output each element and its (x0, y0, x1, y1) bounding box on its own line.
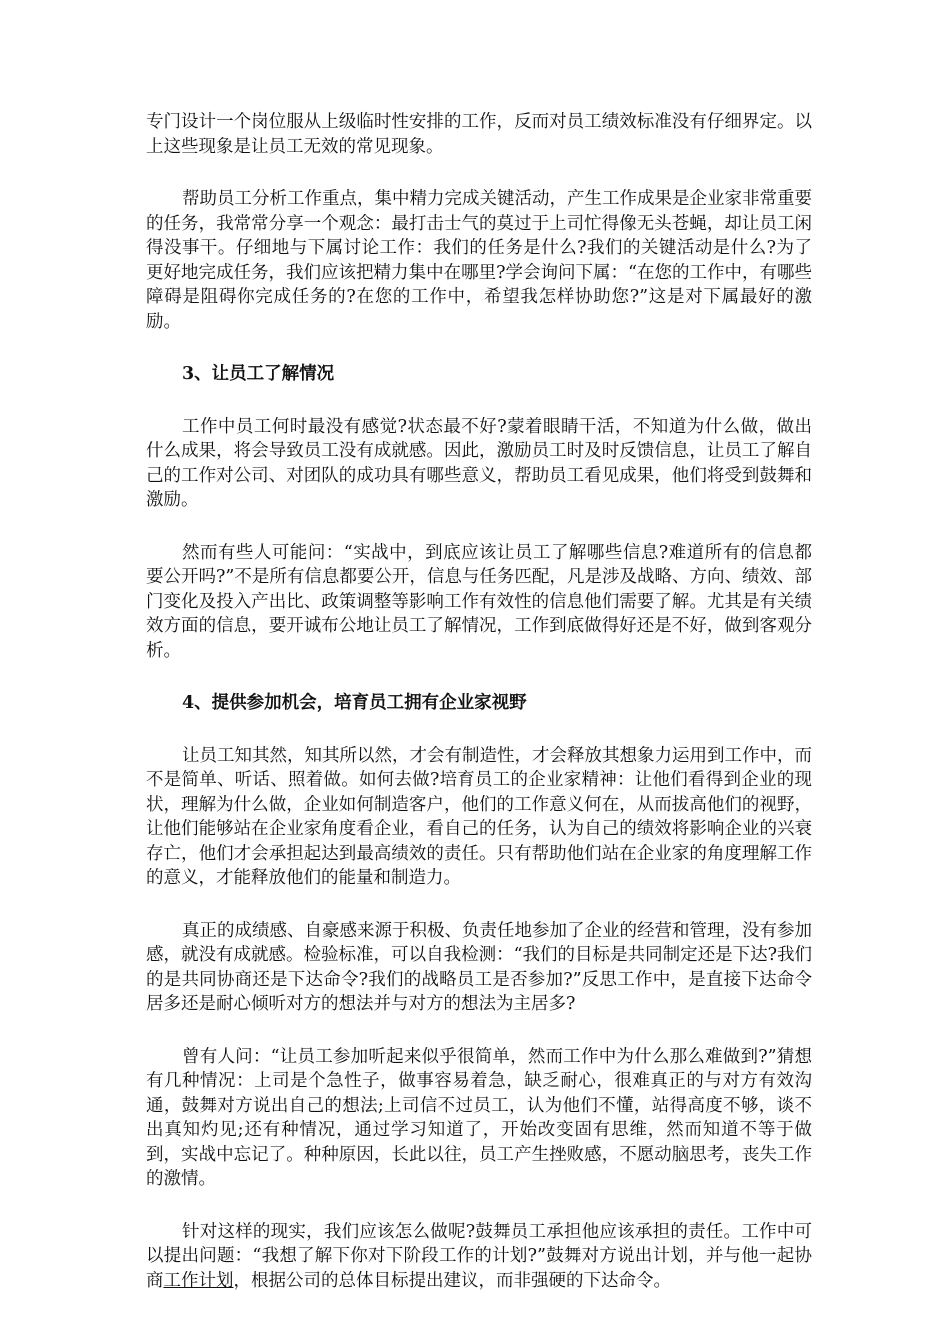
section-heading-4: 4、提供参加机会，培育员工拥有企业家视野 (182, 693, 527, 713)
paragraph-work-focus: 帮助员工分析工作重点，集中精力完成关键活动，产生工作成果是企业家非常重要的任务，我常常分享一个观念：最打击士气的莫过于上司忙得像无头苍蝇，却让员工闲得没事干。仔细地与下属讨论工作：我们的任务是什么?我们的关键活动是什么?为了更好地完成任务，我们应该把精力集中在哪里?学会询问下属：“在您的工作中，有哪些障碍是阻碍你完成任务的?在您的工作中，希望我怎样协助您?”这是对下属最好的激励。 (146, 189, 812, 332)
paragraph-information-sharing: 然而有些人可能问：“实战中，到底应该让员工了解哪些信息?难道所有的信息都要公开吗?”不是所有信息都要公开，信息与任务匹配，凡是涉及战略、方向、绩效、部门变化及投入产出比、政策调整等影响工作有效性的信息他们需要了解。尤其是有关绩效方面的信息，要开诚布公地让员工了解情况，工作到底做得好还是不好，做到客观分析。 (146, 542, 812, 661)
paragraph-difficulties: 曾有人问：“让员工参加听起来似乎很简单，然而工作中为什么那么难做到?”猜想有几种情况：上司是个急性子，做事容易着急，缺乏耐心，很难真正的与对方有效沟通，鼓舞对方说出自己的想法;上司信不过员工，认为他们不懂，站得高度不够，谈不出真知灼见;还有种情况，通过学习知道了，开始改变固有思维，然而知道不等于做到，实战中忘记了。种种原因，长此以往，员工产生挫败感，不愿动脑思考，丧失工作的激情。 (146, 1046, 812, 1189)
paragraph-entrepreneur-vision: 让员工知其然，知其所以然，才会有制造性，才会释放其想象力运用到工作中，而不是简单、听话、照着做。如何去做?培育员工的企业家精神：让他们看得到企业的现状，理解为什么做，企业如何制造客户，他们的工作意义何在，从而拔高他们的视野，让他们能够站在企业家角度看企业，看自己的任务，认为自己的绩效将影响企业的兴衰存亡，他们才会承担起达到最高绩效的责任。只有帮助他们站在企业家的角度理解工作的意义，才能释放他们的能量和制造力。 (146, 745, 812, 888)
paragraph-text-before-link: 针对这样的现实，我们应该怎么做呢?鼓舞员工承担他应该承担的责任。工作中可以提出问题：“我想了解下你对下阶段工作的计划?”鼓舞对方说出计划，并与他一起协商 (146, 1221, 812, 1291)
paragraph-text-after-link: ，根据公司的总体目标提出建议，而非强硬的下达命令。 (233, 1270, 671, 1291)
paragraph-feedback: 工作中员工何时最没有感觉?状态最不好?蒙着眼睛干活，不知道为什么做，做出什么成果，将会导致员工没有成就感。因此，激励员工时及时反馈信息，让员工了解自己的工作对公司、对团队的成功具有哪些意义，帮助员工看见成果，他们将受到鼓舞和激励。 (146, 416, 812, 510)
section-heading-3: 3、让员工了解情况 (182, 364, 335, 384)
paragraph-continuation: 专门设计一个岗位服从上级临时性安排的工作，反而对员工绩效标准没有仔细界定。以上这些现象是让员工无效的常见现象。 (146, 112, 812, 157)
paragraph-participation: 真正的成绩感、自豪感来源于积极、负责任地参加了企业的经营和管理，没有参加感，就没有成就感。检验标准，可以自我检测：“我们的目标是共同制定还是下达?我们的是共同协商还是下达命令?我们的战略员工是否参加?”反思工作中，是直接下达命令居多还是耐心倾听对方的想法并与对方的想法为主居多? (146, 920, 812, 1014)
work-plan-link[interactable]: 工作计划 (163, 1270, 234, 1291)
paragraph-responsibility (146, 1220, 812, 1294)
document-body (146, 110, 812, 1321)
